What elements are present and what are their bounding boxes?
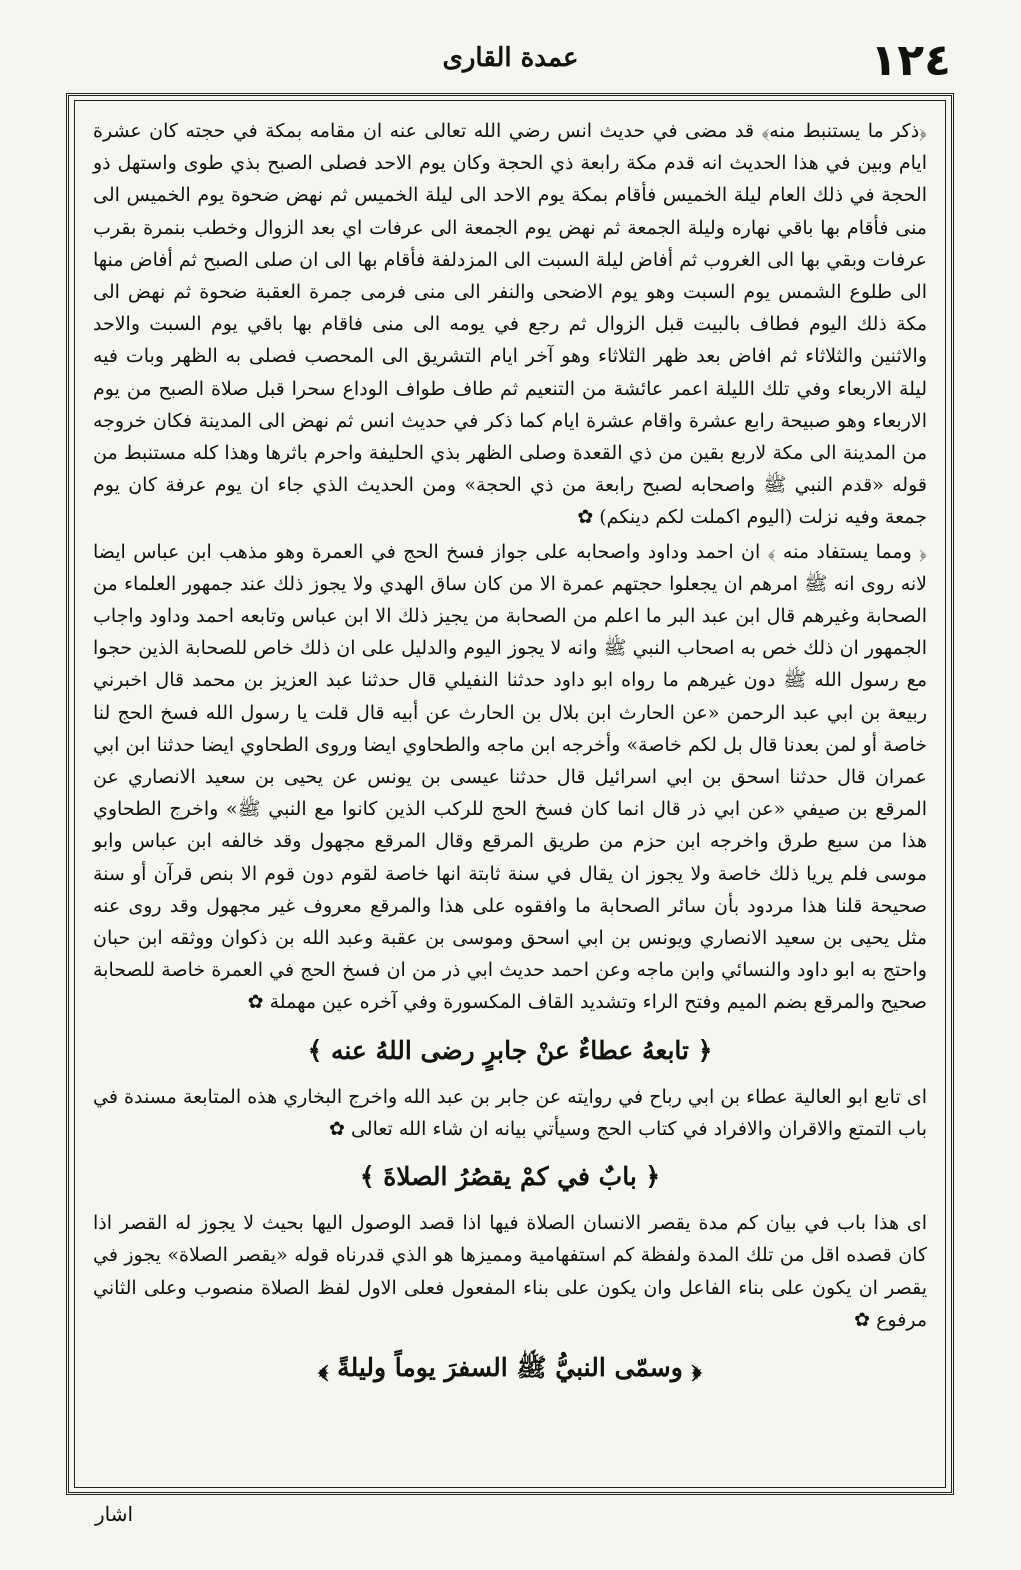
paragraph-istinbat: ﴿ذكر ما يستنبط منه﴾ قد مضى في حديث انس رضي الله تعالى عنه ان مقامه بمكة في حجته كان عشرة ايام وبين في هذا الحديث انه قدم مكة رابعة ذي الحجة وكان يوم الاحد فصلى الصبح بذي طوى واستهل ذو الحجة في ذلك العام ليلة الخميس فأقام بمكة يوم الاحد الى ليلة الخميس ثم نهض ضحوة يوم الخميس الى منى فأقام بها باقي نهاره وليلة الجمعة ثم نهض يوم الجمعة الى عرفات اي بعد الزوال وخطب بنمرة بقرب عرفات وبقي بها الى الغروب ثم أفاض ليلة السبت الى المزدلفة فأقام بها الى ان صلى الصبح ثم أفاض منها الى طلوع الشمس يوم السبت وهو يوم الاضحى والنفر الى منى فرمى جمرة العقبة ضحوة ثم نهض الى مكة ذلك اليوم فطاف بالبيت قبل الزوال ثم رجع في يومه الى منى فاقام بها باقي يوم السبت والاحد والاثنين والثلاثاء ثم افاض بعد ظهر الثلاثاء وهو آخر ايام التشريق الى المحصب فصلى به الظهر وبات فيه ليلة الاربعاء وفي تلك الليلة اعمر عائشة من التنعيم ثم طاف طواف الوداع سحرا قبل صلاة الصبح من يوم الاربعاء وهو صبيحة رابع عشرة واقام عشرة ايام كما ذكر في حديث انس ثم نهض الى المدينة فكان خروجه من المدينة الى مكة لاربع بقين من ذي القعدة وصلى الظهر بذي الحليفة واحرم باثرها وهذا كله مستنبط من قوله «قدم النبي ﷺ واصحابه لصبح رابعة من ذي الحجة» ومن الحديث الذي جاء ان يوم عرفة كان يوم جمعة وفيه نزلت (اليوم اكملت لكم دينكم) ✿ [93, 120, 927, 529]
running-title: عمدة القارى [442, 43, 579, 73]
paragraph-istifada: ﴿ ومما يستفاد منه ﴾ ان احمد وداود واصحابه على جواز فسخ الحج في العمرة وهو مذهب ابن عباس ايضا لانه روى انه ﷺ امرهم ان يجعلوا حجتهم عمرة الا من كان ساق الهدي ولا يجوز ذلك عند جمهور العلماء من الصحابة وغيرهم قال ابن عبد البر ما اعلم من الصحابة من يجيز ذلك الا ابن عباس وتابعه احمد وداود واجاب الجمهور ان ذلك خص به اصحاب النبي ﷺ وانه لا يجوز اليوم والدليل على ان ذلك خاص للصحابة الذين حجوا مع رسول الله ﷺ دون غيرهم ما رواه ابو داود حدثنا النفيلي قال حدثنا عبد العزيز بن محمد قال اخبرني ربيعة بن ابي عبد الرحمن «عن الحارث ابن بلال بن الحارث عن أبيه قال قلت يا رسول الله فسخ الحج لنا خاصة أو لمن بعدنا قال بل لكم خاصة» وأخرجه ابن ماجه والطحاوي ايضا وروى الطحاوي ايضا حدثنا ابن ابي عمران قال حدثنا اسحق بن ابي اسرائيل قال حدثنا عيسى بن يونس عن يحيى بن سعيد الانصاري عن المرقع بن صيفي «عن ابي ذر قال انما كان فسخ الحج للركب الذين كانوا مع النبي ﷺ» واخرج الطحاوي هذا من سبع طرق واخرجه ابن حزم من طريق المرقع وقال المرقع مجهول وقد خالفه ابن عباس وابو موسى فلم يريا ذلك خاصة ولا يجوز ان يقال في سنة ثابتة انها خاصة لقوم دون قوم الا بنص قرآن أو سنة صحيحة قلنا هذا مردود بأن سائر الصحابة ما وافقوه على هذا والمرقع معروف غير مجهول وقد روى عنه مثل يحيى بن سعيد الانصاري ويونس بن ابي اسحق وموسى بن عقبة وعبد الله بن ذكوان ووثقه ابن حبان واحتج به ابو داود والنسائي وابن ماجه وعن احمد حديث ابي ذر من ان فسخ الحج في العمرة خاصة للصحابة صحيح والمرقع بضم الميم وفتح الراء وتشديد القاف المكسورة وفي آخره عين مهملة ✿ [93, 540, 927, 1014]
page-number: ١٢٤ [870, 35, 951, 86]
footer-catchword: اشار [95, 1502, 134, 1526]
paragraph-bab-explanation: اى هذا باب في بيان كم مدة يقصر الانسان الصلاة فيها اذا قصد الوصول اليها بحيث لا يجوز له القصر اذا كان قصده اقل من تلك المدة ولفظة كم استفهامية ومميزها هو الذي قدرناه قوله «يقصر الصلاة» يجوز في يقصر ان يكون على بناء الفاعل وان يكون على بناء المفعول فعلى الاول لفظ الصلاة منصوب وعلى الثاني مرفوع ✿ [93, 1212, 927, 1331]
page-header [70, 35, 951, 90]
chapter-heading-bab: ﴿ بابٌ في كمْ يقصُرُ الصلاةَ ﴾ [359, 1162, 661, 1192]
section-heading-tabaahu: ﴿ تابعهُ عطاءٌ عنْ جابرٍ رضى اللهُ عنه ﴾ [307, 1035, 713, 1065]
text-body [74, 100, 946, 1488]
paragraph-mutabaa: اى تابع ابو العالية عطاء بن ابي رباح في روايته عن جابر بن عبد الله واخرج البخاري هذه المتابعة مسندة في باب التمتع والاقران والافراد في كتاب الحج وسيأتي بيانه ان شاء الله تعالى ✿ [93, 1085, 927, 1140]
section-heading-samma: ﴿ وسمّى النبيُّ ﷺ السفرَ يوماً وليلةً ﴾ [318, 1352, 702, 1382]
